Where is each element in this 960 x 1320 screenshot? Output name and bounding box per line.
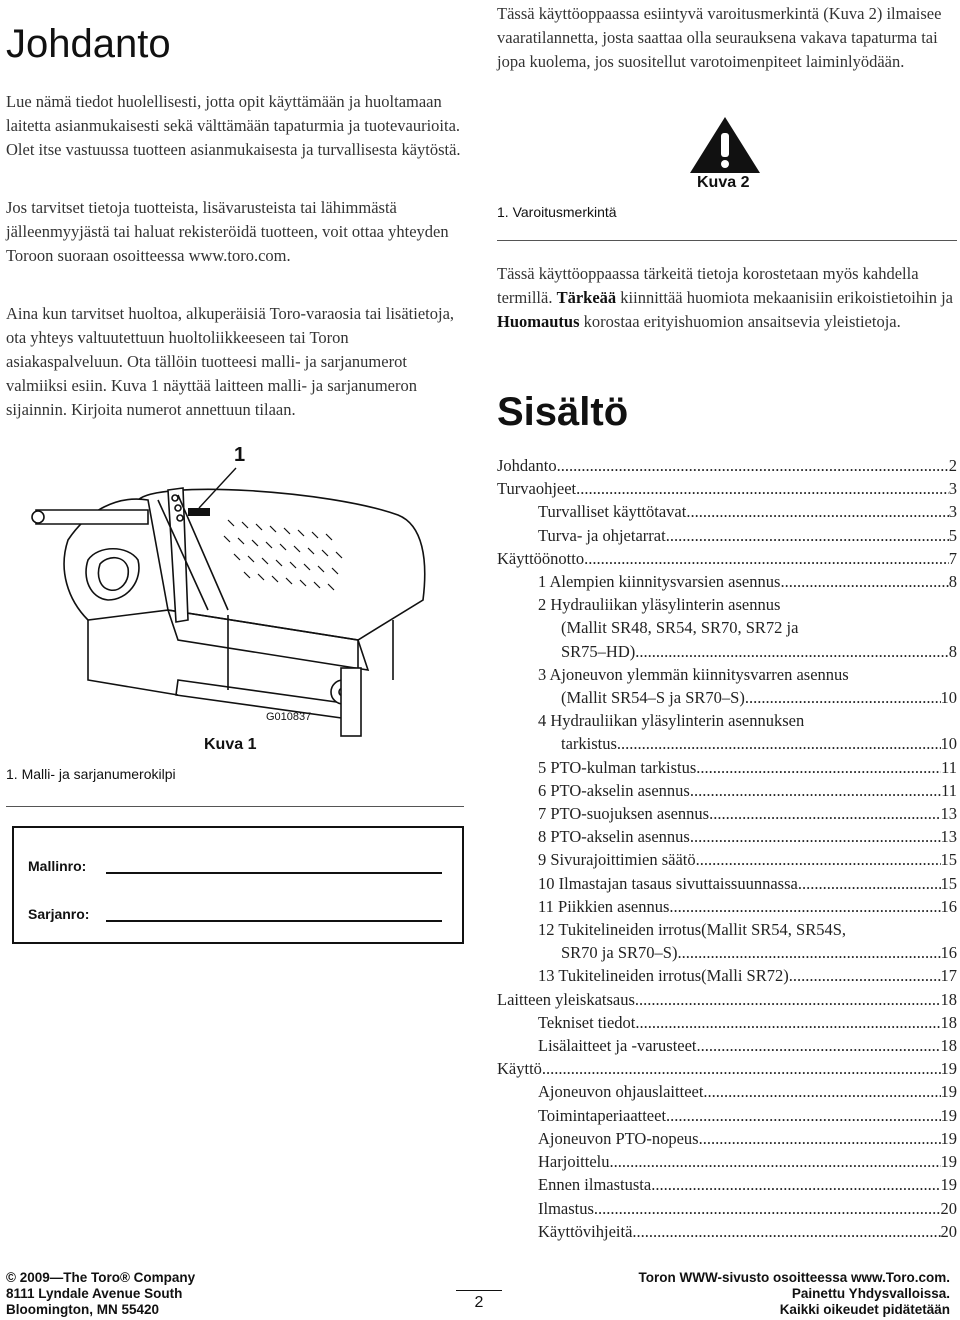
figure1-legend: 1. Malli- ja sarjanumerokilpi — [6, 766, 176, 782]
toc-entry[interactable] — [497, 779, 957, 802]
toc-entry-title: Ilmastus — [538, 1198, 594, 1218]
term-important: Tärkeää — [556, 288, 617, 307]
page-number-rule — [456, 1290, 502, 1291]
toc-leader — [780, 570, 948, 593]
toc-entry-title: tarkistus — [561, 734, 617, 754]
toc-entry[interactable] — [497, 500, 957, 523]
toc-entry-title: Turvalliset käyttötavat — [538, 502, 687, 522]
toc-entry-title: Ennen ilmastusta — [538, 1175, 652, 1195]
footer-line: © 2009—The Toro® Company — [6, 1270, 196, 1285]
toc-leader — [697, 1034, 941, 1057]
text: Tässä käyttöoppaassa tärkeitä tietoja korostetaan myös kahdella termillä. — [497, 264, 919, 307]
toc-leader — [699, 1127, 941, 1150]
toc-entry-title: Käyttövihjeitä — [538, 1221, 633, 1241]
figure1-callout-number: 1 — [234, 444, 246, 466]
toc-leader — [798, 872, 941, 895]
footer-line: Painettu Yhdysvalloissa. — [791, 1286, 950, 1301]
toc-entry[interactable] — [497, 477, 957, 500]
toc-leader — [696, 848, 941, 871]
toc-entry[interactable] — [497, 895, 957, 918]
warning-paragraph: Tässä käyttöoppaassa esiintyvä varoitusmerkintä (Kuva 2) ilmaisee vaaratilannetta, josta saattaa olla seurauksena vakava tapaturma tai jopa kuolema, jos suositellut varotoimenpiteet laiminlyödään. — [497, 4, 942, 71]
toc-leader — [617, 732, 941, 755]
toc-entry-title: Lisälaitteet ja -varusteet — [538, 1036, 697, 1056]
toc-entry-title: 1 Alempien kiinnitysvarsien asennus — [538, 572, 781, 592]
toc-entry-title: Käyttö — [497, 1059, 542, 1079]
toc-entry[interactable] — [497, 825, 957, 848]
toc-page-number: 3 — [948, 479, 957, 499]
toc-leader — [635, 1011, 940, 1034]
toc-entry[interactable] — [497, 640, 957, 663]
toc-page-number: 13 — [940, 827, 957, 847]
toc-leader — [557, 454, 949, 477]
toc-entry-title: SR75–HD) — [561, 641, 636, 661]
toc-leader — [709, 802, 940, 825]
toc-page-number: 11 — [941, 757, 957, 777]
toc-entry[interactable] — [497, 1057, 957, 1080]
toc-entry-title: Johdanto — [497, 456, 557, 475]
toc-entry[interactable] — [497, 1173, 957, 1196]
footer-line: Bloomington, MN 55420 — [6, 1302, 160, 1317]
toc-leader — [745, 686, 941, 709]
footer-line: Toron WWW-sivusto osoitteessa www.Toro.com. — [638, 1270, 950, 1285]
toc-entry[interactable] — [497, 732, 957, 755]
intro-paragraph: Lue nämä tiedot huolellisesti, jotta opit käyttämään ja huoltamaan laitetta asianmukaisesti sekä välttämään tapaturmia ja tuotevaurioita. Olet itse vastuussa tuotteen asianmukaisesta ja turvallisesta käytöstä. — [6, 92, 461, 159]
toc-entry-title[interactable]: 12 Tukitelineiden irrotus(Mallit SR54, SR54S, — [538, 920, 847, 940]
toc-entry[interactable] — [497, 964, 957, 987]
toc-entry-title: 10 Ilmastajan tasaus sivuttaissuunnassa — [538, 873, 798, 893]
toc-entry-title: 7 PTO-suojuksen asennus — [538, 804, 710, 824]
toc-entry-title: Tekniset tiedot — [538, 1012, 636, 1032]
figure2-legend: 1. Varoitusmerkintä — [497, 204, 617, 220]
toc-entry[interactable] — [497, 1220, 957, 1243]
warning-triangle-icon — [688, 115, 762, 175]
toc-entry[interactable] — [497, 1080, 957, 1103]
toc-leader — [542, 1057, 941, 1080]
figure1-code: G010837 — [266, 711, 312, 723]
toc-page-number: 15 — [940, 873, 957, 893]
text: korostaa erityishuomion ansaitsevia yleistietoja. — [579, 312, 901, 331]
toc-page-number: 8 — [948, 641, 957, 661]
toc-entry[interactable] — [497, 686, 957, 709]
term-note: Huomautus — [497, 312, 580, 331]
footer-website — [639, 1270, 951, 1318]
toc-entry-title: Toimintaperiaatteet — [538, 1105, 667, 1125]
toc-leader — [666, 1104, 940, 1127]
toc-leader — [635, 640, 948, 663]
divider — [497, 240, 957, 241]
footer-line: Kaikki oikeudet pidätetään — [779, 1302, 950, 1317]
toc-entry[interactable] — [497, 802, 957, 825]
toc-entry-title: Käyttöönotto — [497, 548, 585, 568]
toc-page-number: 16 — [940, 943, 957, 963]
toc-entry[interactable] — [497, 524, 957, 547]
serial-number-box — [12, 826, 464, 944]
toc-entry[interactable] — [497, 848, 957, 871]
toc-leader — [690, 825, 941, 848]
figure2-caption: Kuva 2 — [697, 174, 750, 191]
toc-page-number: 18 — [940, 989, 957, 1009]
toc-page-number: 19 — [940, 1152, 957, 1172]
toc-page-number: 5 — [948, 525, 957, 545]
toc-leader — [669, 895, 940, 918]
toc-page-number: 2 — [948, 456, 957, 475]
toc-leader — [686, 500, 948, 523]
toc-entry-title: 5 PTO-kulman tarkistus — [538, 757, 697, 777]
toc-page-number: 15 — [940, 850, 957, 870]
serial-number-field[interactable] — [106, 920, 442, 922]
toc-page-number: 18 — [940, 1036, 957, 1056]
toc-leader — [594, 1197, 941, 1220]
toc-page-number: 20 — [940, 1198, 957, 1218]
contact-paragraph: Jos tarvitset tietoja tuotteista, lisävarusteista tai lähimmästä jälleenmyyjästä tai haluat rekisteröidä tuotteen, voit ottaa yhteyden Toroon suoraan osoitteessa www.toro.com. — [6, 198, 449, 265]
toc-leader — [703, 1080, 940, 1103]
divider — [6, 806, 464, 807]
section-heading-johdanto: Johdanto — [6, 22, 171, 66]
toc-entry-title: 13 Tukitelineiden irrotus(Malli SR72) — [538, 966, 789, 986]
toc-page-number: 11 — [941, 780, 957, 800]
model-number-field[interactable] — [106, 872, 442, 874]
toc-entry[interactable] — [497, 547, 957, 570]
toc-entry-title: 11 Piikkien asennus — [538, 896, 670, 916]
serial-number-label: Sarjanro: — [28, 906, 90, 922]
toc-leader — [651, 1173, 940, 1196]
toc-entry[interactable] — [497, 1127, 957, 1150]
text: kiinnittää huomiota mekaanisiin erikoistietoihin ja — [616, 288, 953, 307]
toc-page-number: 8 — [948, 572, 957, 592]
toc-entry-title: Harjoittelu — [538, 1152, 610, 1172]
toc-leader — [696, 756, 941, 779]
toc-leader — [789, 964, 941, 987]
toc-entry[interactable] — [497, 872, 957, 895]
toc-leader — [677, 941, 940, 964]
toc-entry[interactable] — [497, 570, 957, 593]
toc-entry-title: Ajoneuvon ohjauslaitteet — [538, 1082, 704, 1102]
toc-entry-title: Ajoneuvon PTO-nopeus — [538, 1128, 699, 1148]
table-of-contents — [497, 454, 957, 1243]
toc-page-number: 10 — [940, 734, 957, 754]
toc-page-number: 13 — [940, 804, 957, 824]
toc-entry[interactable] — [497, 988, 957, 1011]
page-number: 2 — [474, 1294, 484, 1311]
toc-entry[interactable] — [497, 1197, 957, 1220]
toc-entry[interactable] — [497, 1034, 957, 1057]
toc-leader — [690, 779, 941, 802]
toc-entry-title: 8 PTO-akselin asennus — [538, 827, 690, 847]
toc-leader — [632, 1220, 940, 1243]
toc-entry-title: (Mallit SR54–S ja SR70–S) — [561, 688, 745, 708]
toc-entry-title: Turvaohjeet — [497, 479, 577, 499]
toc-leader — [584, 547, 949, 570]
aerator-illustration — [28, 440, 428, 740]
toc-page-number: 3 — [948, 502, 957, 522]
toc-entry-title[interactable]: 4 Hydrauliikan yläsylinterin asennuksen — [538, 711, 805, 731]
toc-page-number: 17 — [940, 966, 957, 986]
toc-entry[interactable] — [497, 1104, 957, 1127]
toc-page-number: 10 — [940, 688, 957, 708]
footer-line: 8111 Lyndale Avenue South — [6, 1286, 183, 1301]
model-number-label: Mallinro: — [28, 858, 87, 874]
figure1-caption: Kuva 1 — [204, 736, 257, 753]
toc-leader — [635, 988, 941, 1011]
important-terms-paragraph — [497, 262, 957, 334]
toc-entry-title[interactable]: 3 Ajoneuvon ylemmän kiinnitysvarren asennus — [538, 664, 849, 684]
toc-heading: Sisältö — [497, 390, 629, 434]
toc-entry-title: 6 PTO-akselin asennus — [538, 780, 690, 800]
toc-page-number: 18 — [940, 1012, 957, 1032]
toc-entry-title[interactable]: 2 Hydrauliikan yläsylinterin asennus — [538, 595, 781, 615]
toc-entry-title: Laitteen yleiskatsaus — [497, 989, 635, 1009]
toc-page-number: 7 — [948, 548, 957, 568]
toc-page-number: 16 — [940, 896, 957, 916]
toc-page-number: 20 — [940, 1221, 957, 1241]
toc-entry-title: SR70 ja SR70–S) — [561, 943, 678, 963]
toc-entry-continuation[interactable]: (Mallit SR48, SR54, SR70, SR72 ja — [561, 618, 799, 638]
toc-entry-title: Turva- ja ohjetarrat — [538, 525, 666, 545]
toc-entry[interactable] — [497, 454, 957, 477]
toc-page-number: 19 — [940, 1082, 957, 1102]
toc-leader — [576, 477, 949, 500]
toc-entry[interactable] — [497, 1150, 957, 1173]
toc-leader — [609, 1150, 940, 1173]
toc-leader — [666, 524, 949, 547]
toc-page-number: 19 — [940, 1128, 957, 1148]
toc-page-number: 19 — [940, 1175, 957, 1195]
toc-page-number: 19 — [940, 1105, 957, 1125]
toc-entry[interactable] — [497, 941, 957, 964]
toc-page-number: 19 — [940, 1059, 957, 1079]
toc-entry-title: 9 Sivurajoittimien säätö — [538, 850, 696, 870]
toc-entry[interactable] — [497, 756, 957, 779]
service-paragraph: Aina kun tarvitset huoltoa, alkuperäisiä Toro-varaosia tai lisätietoja, ota yhteys valtuutettuun huoltoliikkeeseen tai Toron asiakaspalveluun. Ota tällöin tuotteesi malli- ja sarjanumerot valmiiksi esiin. Kuva 1 näyttää laitteen malli- ja sarjanumeron sijainnin. Kirjoita numerot annettuun tilaan. — [6, 304, 455, 419]
footer-copyright — [6, 1270, 195, 1318]
toc-entry[interactable] — [497, 1011, 957, 1034]
